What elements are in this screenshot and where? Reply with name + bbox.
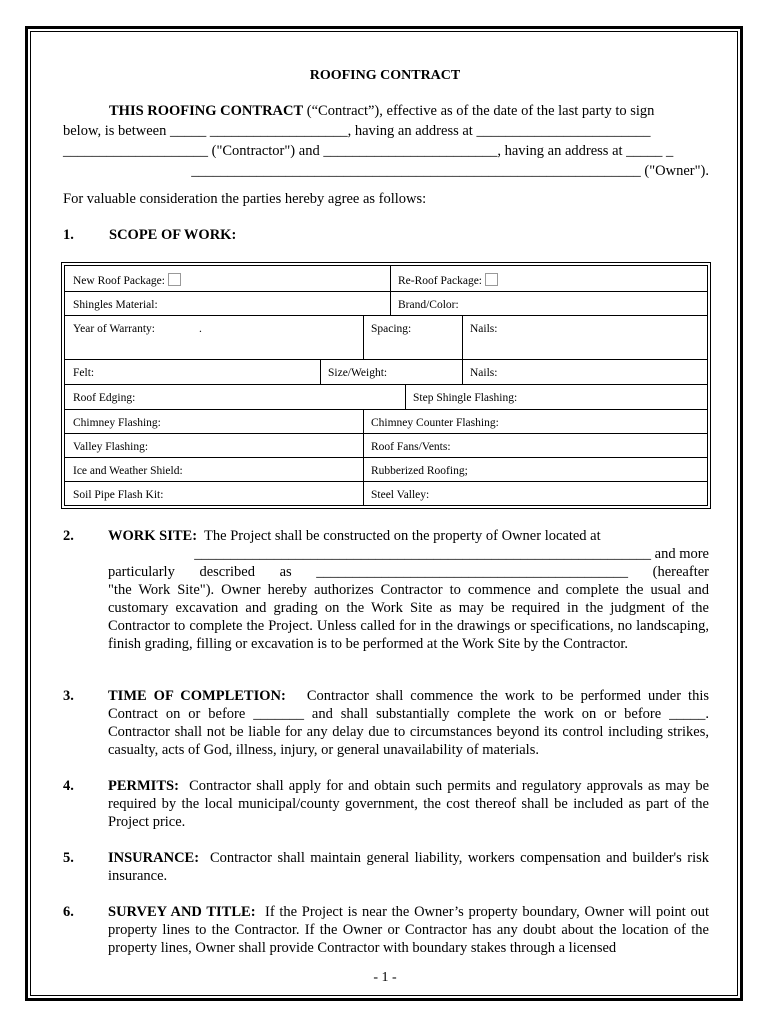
section-6-text: If the Project is near the Owner’s property boundary, Owner will point out property lines to the Contractor. If the Owner or Contractor has any doubt about the location of the property lines, Owner shall provide Contractor with boundary stakes through a licensed — [108, 904, 709, 956]
table-row — [65, 482, 707, 505]
section-4 — [63, 777, 709, 831]
section-4-heading: PERMITS: — [108, 778, 179, 794]
section-2 — [63, 527, 709, 653]
section-3 — [63, 687, 709, 759]
section-1-heading — [63, 227, 236, 244]
chimney-flashing-label: Chimney Flashing: — [73, 417, 161, 429]
spacing-label: Spacing: — [371, 323, 412, 335]
re-roof-label: Re-Roof Package: — [398, 275, 482, 287]
section-5-heading: INSURANCE: — [108, 850, 200, 866]
section-5-number: 5. — [63, 850, 74, 866]
ice-shield-label: Ice and Weather Shield: — [73, 465, 183, 477]
nails-label-2: Nails: — [470, 367, 498, 379]
warranty-label: Year of Warranty: — [73, 323, 156, 335]
section-5 — [63, 849, 709, 885]
roof-edging-label: Roof Edging: — [73, 392, 136, 404]
section-5-text: Contractor shall maintain general liability, workers compensation and builder's risk insurance. — [108, 850, 710, 884]
brand-label: Brand/Color: — [398, 299, 459, 311]
intro-line2: below, is between _____ ___________________, having an address at ________________________ — [63, 123, 651, 139]
section-3-heading: TIME OF COMPLETION: — [108, 688, 286, 704]
nails-label-1: Nails: — [470, 323, 498, 335]
rubberized-label: Rubberized Roofing; — [371, 465, 468, 477]
intro-line4: ______________________________________________________________ ("Owner"). — [191, 163, 709, 179]
new-roof-checkbox[interactable] — [168, 273, 181, 286]
table-row — [65, 410, 707, 434]
scope-of-work-table — [61, 262, 711, 509]
section-2-number: 2. — [63, 528, 74, 544]
warranty-value: . — [199, 323, 202, 335]
intro-lead: THIS ROOFING CONTRACT — [109, 103, 304, 119]
section-2-line1: The Project shall be constructed on the property of Owner located at — [204, 528, 601, 544]
soil-pipe-label: Soil Pipe Flash Kit: — [73, 489, 164, 501]
section-6-number: 6. — [63, 904, 74, 920]
intro-line3: ____________________ ("Contractor") and ________________________, having an address at _____ _ — [63, 143, 674, 159]
section-4-text: Contractor shall apply for and obtain such permits and regulatory approvals as may be required by the local municipal/county government, the cost thereof shall be included as part of the Project price. — [108, 778, 710, 830]
section-3-text: Contractor shall commence the work to be performed under this Contract on or before _______ and shall substantially complete the work on or before _____. Contractor shall not be liable for any delay due to circumstances beyond its control including strikes, casualty, acts of God, illness, injury, or general unavailability of materials. — [108, 688, 709, 758]
section-2-text: "the Work Site"). Owner hereby authorizes Contractor to commence and complete the usual and customary excavation and grading on the Work Site as may be required in the judgment of the Contractor to complete the Project. Unless called for in the drawings or specifications, no landscaping, finish grading, filling or excavation is to be performed at the Work Site by the Contractor. — [108, 582, 709, 652]
section-6 — [63, 903, 709, 957]
roof-fans-label: Roof Fans/Vents: — [371, 441, 451, 453]
section-2-heading: WORK SITE: — [108, 528, 198, 544]
table-row — [65, 385, 707, 410]
chimney-counter-label: Chimney Counter Flashing: — [371, 417, 499, 429]
felt-label: Felt: — [73, 367, 95, 379]
section-4-number: 4. — [63, 778, 74, 794]
consideration-text: For valuable consideration the parties hereby agree as follows: — [63, 191, 427, 207]
page-number: - 1 - — [373, 970, 397, 985]
shingles-label: Shingles Material: — [73, 299, 158, 311]
table-row — [65, 266, 707, 292]
table-row — [65, 292, 707, 316]
new-roof-cell — [65, 266, 390, 291]
steel-valley-label: Steel Valley: — [371, 489, 430, 501]
new-roof-label: New Roof Package: — [73, 275, 165, 287]
table-row — [65, 360, 707, 385]
table-row — [65, 458, 707, 482]
step-shingle-label: Step Shingle Flashing: — [413, 392, 518, 404]
table-row — [65, 316, 707, 360]
valley-flashing-label: Valley Flashing: — [73, 441, 149, 453]
table-row — [65, 434, 707, 458]
intro-paragraph — [63, 101, 709, 181]
re-roof-cell — [390, 266, 498, 291]
section-2-line2: _______________________________________________________________ and more — [194, 546, 709, 562]
re-roof-checkbox[interactable] — [485, 273, 498, 286]
size-weight-label: Size/Weight: — [328, 367, 388, 379]
section-1-number: 1. — [63, 227, 74, 243]
section-6-heading: SURVEY AND TITLE: — [108, 904, 256, 920]
section-3-number: 3. — [63, 688, 74, 704]
intro-line1: (“Contract”), effective as of the date of the last party to sign — [303, 103, 655, 119]
section-1-title: SCOPE OF WORK: — [109, 227, 237, 243]
document-title: ROOFING CONTRACT — [309, 68, 461, 83]
section-2-line3: particularly described as ___________________________________________ (hereafter — [108, 564, 709, 580]
